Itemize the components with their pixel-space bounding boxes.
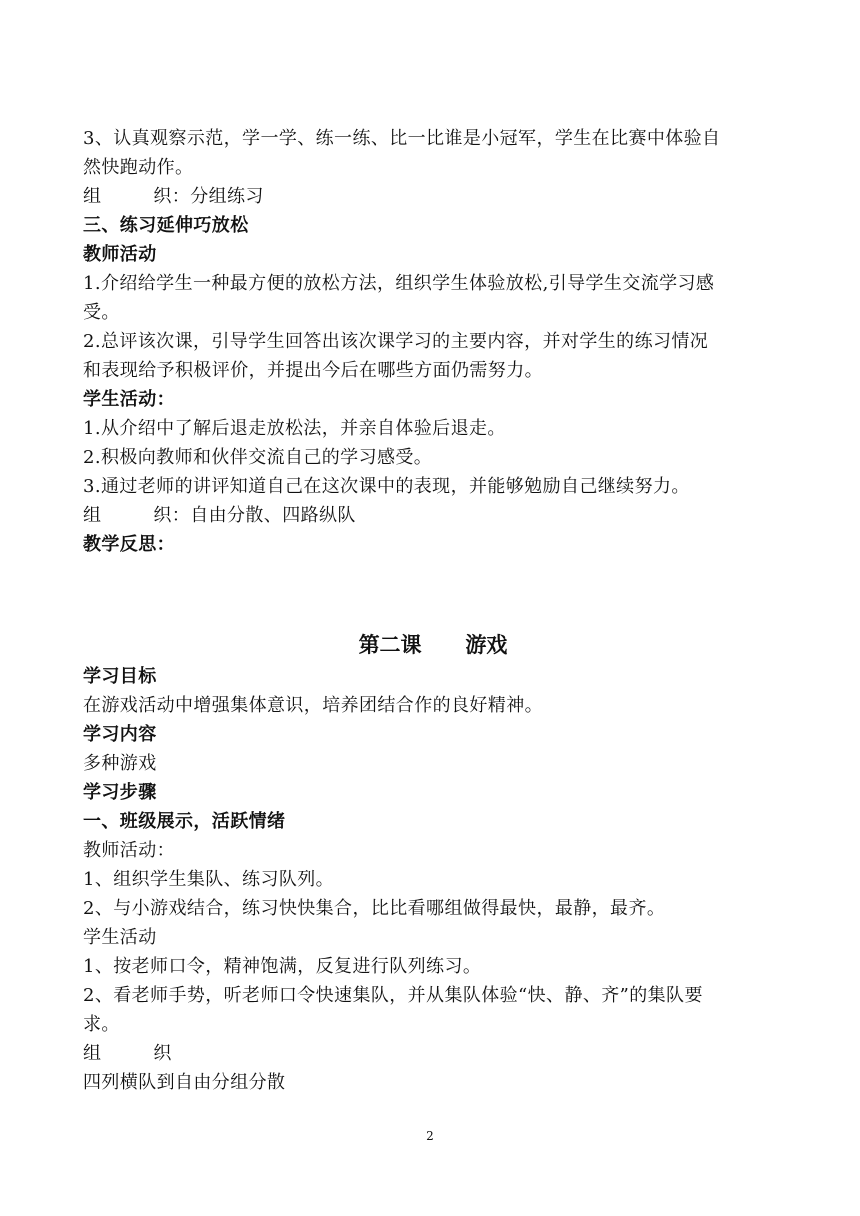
lesson-title: 第二课 游戏 [358,633,508,657]
learning-steps-heading: 学习步骤 [83,782,157,803]
student-step-2-line2: 求。 [83,1014,120,1035]
learning-content-text: 多种游戏 [83,753,157,774]
organization-label-rest: 织：分组练习 [153,186,264,207]
organization-label-rest: 织 [153,1043,172,1064]
paragraph-item3-line2: 然快跑动作。 [83,157,194,178]
organization-line-2 [83,501,783,530]
student-activity-heading: 学生活动： [83,389,175,410]
organization-line-3 [83,1039,783,1068]
paragraph-item3-line1: 3、认真观察示范，学一学、练一练、比一比谁是小冠军，学生在比赛中体验自 [83,128,721,149]
step-1-heading: 一、班级展示，活跃情绪 [83,811,286,832]
teacher-item-1-line1: 1.介绍给学生一种最方便的放松方法，组织学生体验放松,引导学生交流学习感 [83,273,715,294]
organization-label-start: 组 [83,505,102,526]
organization-label-rest: 织：自由分散、四路纵队 [153,505,356,526]
section-heading-relax: 三、练习延伸巧放松 [83,215,249,236]
organization-text: 四列横队到自由分组分散 [83,1072,286,1093]
student-step-2-line1: 2、看老师手势，听老师口令快速集队，并从集队体验“快、静、齐”的集队要 [83,985,703,1006]
teacher-activity-label: 教师活动： [83,840,175,861]
teacher-step-1: 1、组织学生集队、练习队列。 [83,869,335,890]
teacher-item-2-line2: 和表现给予积极评价，并提出今后在哪些方面仍需努力。 [83,360,543,381]
learning-goal-text: 在游戏活动中增强集体意识，培养团结合作的良好精神。 [83,695,543,716]
teacher-step-2: 2、与小游戏结合，练习快快集合，比比看哪组做得最快，最静，最齐。 [83,898,666,919]
teacher-activity-heading: 教师活动 [83,244,157,265]
student-item-3: 3.通过老师的讲评知道自己在这次课中的表现，并能够勉励自己继续努力。 [83,476,690,497]
teacher-item-1-line2: 受。 [83,302,120,323]
organization-line-1 [83,182,783,211]
learning-goal-heading: 学习目标 [83,666,157,687]
student-step-1: 1、按老师口令，精神饱满，反复进行队列练习。 [83,956,482,977]
student-item-1: 1.从介绍中了解后退走放松法，并亲自体验后退走。 [83,418,506,439]
organization-label-start: 组 [83,186,102,207]
page-number: 2 [426,1129,434,1143]
teaching-reflection-heading: 教学反思： [83,534,175,555]
student-activity-label: 学生活动 [83,927,157,948]
organization-label-start: 组 [83,1043,102,1064]
document-body [83,124,783,1097]
student-item-2: 2.积极向教师和伙伴交流自己的学习感受。 [83,447,433,468]
learning-content-heading: 学习内容 [83,724,157,745]
teacher-item-2-line1: 2.总评该次课，引导学生回答出该次课学习的主要内容，并对学生的练习情况 [83,331,709,352]
